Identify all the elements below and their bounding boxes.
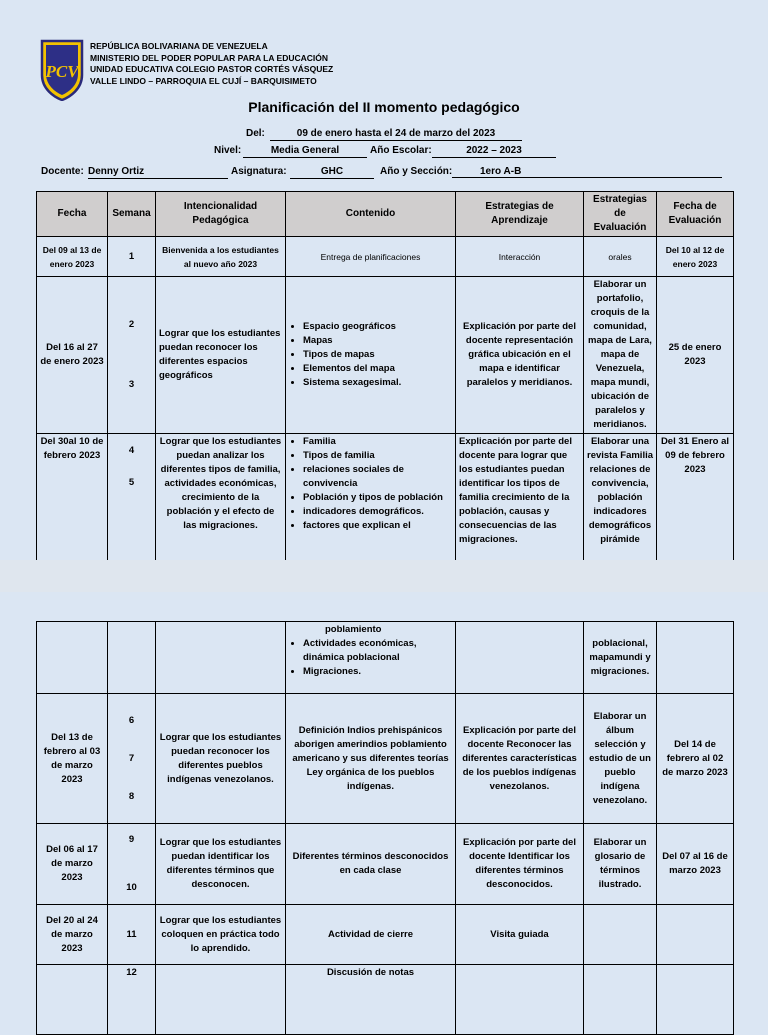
table-row: Del 06 al 17 de marzo 2023 9 10 Lograr que los estudiantes puedan identificar los diferentes términos que desconocen. Diferentes términos desconocidos en cada clase Explicación por parte del docente Identificar los diferentes términos desconocidos. Elaborar un glosario de términos ilustrado. Del 07 al 16 de marzo 2023 — [37, 824, 734, 905]
table-row: Del 30al 10 de febrero 2023 4 5 Lograr que los estudiantes puedan analizar los diferentes tipos de familia, actividades económicas, crecimiento de la población y el efecto de las migraciones. • Familia • Tipos de familia • relaciones sociales de convivencia • Población y tipos de población • indicadores demográficos. • factores que explican el Explicación por parte del docente para lograr que los estudiantes puedan identificar los tipos de familia crecimiento de la población, causas y consecuencias de las migraciones. Elaborar una revista Familia relaciones de convivencia, población indicadores demográficos pirámide Del 31 Enero al 09 de febrero 2023 — [37, 434, 734, 567]
table-row: Del 20 al 24 de marzo 2023 11 Lograr que los estudiantes coloquen en práctica todo lo aprendido. Actividad de cierre Visita guiada — [37, 905, 734, 965]
nivel-label: Nivel: — [214, 145, 242, 156]
nivel-value: Media General — [243, 145, 367, 158]
document-page-2 — [0, 592, 768, 1024]
contenido-list: • Espacio geográficos • Mapas • Tipos de mapas • Elementos del mapa • Sistema sexagesimal. — [289, 320, 452, 390]
asignatura-label: Asignatura: — [231, 166, 287, 177]
planning-table-page-1 — [36, 191, 734, 567]
page-gap — [0, 560, 768, 592]
asignatura-value: GHC — [290, 166, 374, 179]
header-contenido: Contenido — [286, 192, 456, 237]
table-header-row — [37, 192, 734, 237]
table-row: 12 Discusión de notas — [37, 965, 734, 1035]
header-fecha: Fecha — [37, 192, 108, 237]
seccion-value: 1ero A-B — [452, 166, 722, 178]
del-value: 09 de enero hasta el 24 de marzo del 2023 — [270, 128, 522, 141]
anio-escolar-value: 2022 – 2023 — [432, 145, 556, 158]
docente-label: Docente: — [41, 166, 84, 177]
header-intencionalidad: Intencionalidad Pedagógica — [156, 192, 286, 237]
anio-escolar-label: Año Escolar: — [370, 145, 432, 156]
contenido-list: • Actividades económicas, dinámica poblacional • Migraciones. — [289, 637, 452, 679]
school-crest-logo — [40, 39, 84, 101]
header-semana: Semana — [108, 192, 156, 237]
planning-table-page-2 — [36, 621, 734, 1035]
table-row: Del 16 al 27 de enero 2023 2 3 Lograr que los estudiantes puedan reconocer los diferentes espacios geográficos • Espacio geográficos • Mapas • Tipos de mapas • Elementos del mapa • Sistema sexagesimal. Explicación por parte del docente representación gráfica ubicación en el mapa e identificar paralelos y meridianos. Elaborar un portafolio, croquis de la comunidad, mapa de Lara, mapa de Venezuela, mapa mundi, ubicación de paralelos y meridianos. 25 de enero 2023 — [37, 277, 734, 434]
institution-header: REPÚBLICA BOLIVARIANA DE VENEZUELA MINISTERIO DEL PODER POPULAR PARA LA EDUCACIÓN UNIDAD EDUCATIVA COLEGIO PASTOR CORTÉS VÁSQUEZ VALLE LINDO – PARROQUIA EL CUJÍ – BARQUISIMETO — [90, 41, 334, 86]
header-aprendizaje: Estrategias de Aprendizaje — [456, 192, 584, 237]
seccion-label: Año y Sección: — [380, 166, 453, 177]
del-label: Del: — [246, 128, 265, 139]
table-row: poblamiento • Actividades económicas, dinámica poblacional • Migraciones. poblacional, mapamundi y migraciones. — [37, 622, 734, 694]
contenido-list: • Familia • Tipos de familia • relaciones sociales de convivencia • Población y tipos de población • indicadores demográficos. • factores que explican el — [289, 435, 452, 533]
document-title: Planificación del II momento pedagógico — [248, 99, 520, 115]
docente-value: Denny Ortiz — [88, 166, 228, 179]
table-row: Del 13 de febrero al 03 de marzo 2023 6 7 8 Lograr que los estudiantes puedan reconocer los diferentes pueblos indígenas venezolanos. Definición Indios prehispánicos aborigen amerindios poblamiento americano y sus diferentes teorías Ley orgánica de los pueblos indígenas. Explicación por parte del docente Reconocer las diferentes características de los pueblos indígenas venezolanos. Elaborar un álbum selección y estudio de un pueblo indígena venezolano. Del 14 de febrero al 02 de marzo 2023 — [37, 694, 734, 824]
svg-text:PCV: PCV — [45, 62, 79, 81]
header-evaluacion: Estrategias de Evaluación — [584, 192, 657, 237]
header-fecha-evaluacion: Fecha de Evaluación — [657, 192, 734, 237]
table-row: Del 09 al 13 de enero 2023 1 Bienvenida a los estudiantes al nuevo año 2023 Entrega de planificaciones Interacción orales Del 10 al 12 de enero 2023 — [37, 237, 734, 277]
